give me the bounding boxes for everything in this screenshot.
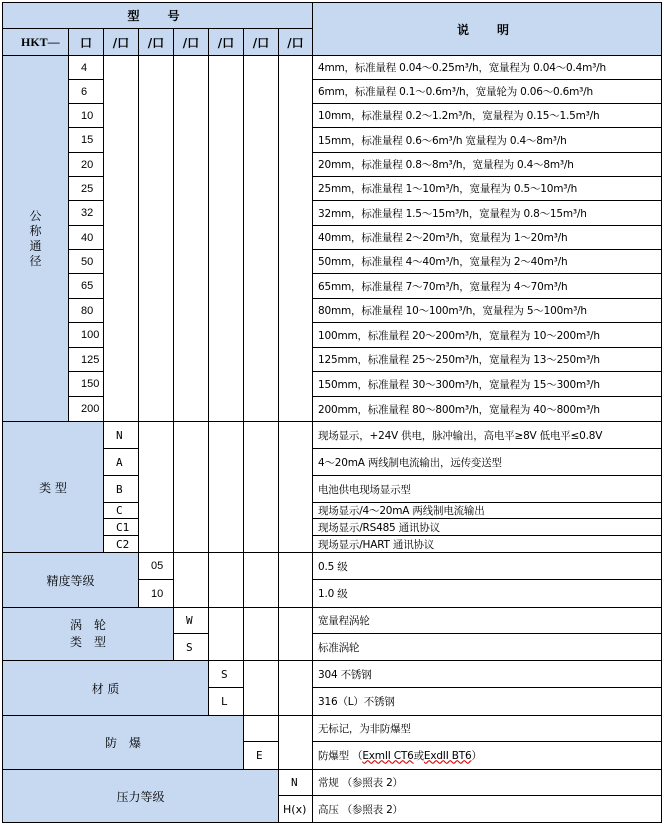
type-code: B: [103, 475, 139, 503]
accuracy-code: 10: [138, 579, 174, 608]
accuracy-code: 05: [138, 552, 174, 580]
placeholder-material: /口: [208, 28, 244, 56]
diameter-desc: 40mm，标准量程 2～20m³/h，宽量程为 1～20m³/h: [312, 225, 662, 250]
accuracy-filler: [243, 552, 279, 608]
model-header: 型 号: [2, 2, 313, 29]
nominal-diameter-char: 通: [29, 238, 42, 253]
diameter-desc: 150mm，标准量程 30～300m³/h，宽量程为 15～300m³/h: [312, 371, 662, 397]
diameter-desc: 10mm，标准量程 0.2～1.2m³/h，宽量程为 0.15～1.5m³/h: [312, 103, 662, 128]
diameter-code: 32: [68, 200, 104, 226]
placeholder-turbine: /口: [173, 28, 209, 56]
material-desc: 316（L）不锈钢: [312, 687, 662, 716]
explosion-code: [243, 715, 279, 742]
nominal-diameter-char: 径: [29, 253, 42, 268]
diameter-filler: [278, 55, 313, 422]
diameter-desc: 200mm，标准量程 80～800m³/h，宽量程为 40～800m³/h: [312, 396, 662, 422]
pressure-code: N: [278, 769, 313, 796]
type-desc: 现场显示/4～20mA 两线制电流输出: [312, 502, 662, 519]
explosion-desc-mid: 或: [413, 750, 424, 762]
type-code: C1: [103, 518, 139, 536]
explosion-label: 防 爆: [2, 715, 244, 770]
material-desc: 304 不锈钢: [312, 660, 662, 688]
diameter-code: 100: [68, 322, 104, 348]
diameter-filler: [173, 55, 209, 422]
diameter-code: 20: [68, 152, 104, 177]
diameter-code: 10: [68, 103, 104, 128]
model-prefix: HKT—: [2, 28, 69, 56]
explanation-header: 说 明: [312, 2, 662, 56]
pressure-label: 压力等级: [2, 769, 279, 823]
diameter-code: 15: [68, 127, 104, 153]
diameter-code: 4: [68, 55, 104, 80]
type-desc: 4～20mA 两线制电流输出，远传变送型: [312, 448, 662, 476]
diameter-code: 25: [68, 176, 104, 201]
diameter-desc: 80mm，标准量程 10～100m³/h，宽量程为 5～100m³/h: [312, 298, 662, 323]
diameter-code: 150: [68, 371, 104, 397]
accuracy-filler: [173, 552, 209, 608]
turbine-filler: [243, 607, 279, 661]
pressure-desc: 常规 （参照表 2）: [312, 769, 662, 796]
placeholder-type: /口: [103, 28, 139, 56]
diameter-code: 200: [68, 396, 104, 422]
pressure-desc: 高压 （参照表 2）: [312, 795, 662, 823]
material-label: 材 质: [2, 660, 209, 716]
diameter-desc: 50mm，标准量程 4～40m³/h，宽量程为 2～40m³/h: [312, 249, 662, 274]
type-desc: 现场显示/HART 通讯协议: [312, 535, 662, 553]
placeholder-pressure: /口: [278, 28, 313, 56]
accuracy-filler: [278, 552, 313, 608]
diameter-code: 40: [68, 225, 104, 250]
type-filler: [208, 421, 244, 553]
diameter-code: 125: [68, 347, 104, 372]
diameter-filler: [138, 55, 174, 422]
explosion-desc-suffix: ）: [471, 750, 482, 762]
diameter-desc: 6mm，标准量程 0.1～0.6m³/h，宽量轮为 0.06～0.6m³/h: [312, 79, 662, 104]
accuracy-label: 精度等级: [2, 552, 139, 608]
diameter-code: 65: [68, 273, 104, 299]
type-code: C2: [103, 535, 139, 553]
pressure-code: H(x): [278, 795, 313, 823]
nominal-diameter-label: [2, 55, 69, 422]
turbine-filler: [208, 607, 244, 661]
explosion-desc-prefix: 防爆型 （: [318, 750, 363, 762]
turbine-label: [2, 607, 174, 661]
diameter-desc: 15mm，标准量程 0.6～6m³/h 宽量程为 0.4～8m³/h: [312, 127, 662, 153]
explosion-code: E: [243, 741, 279, 770]
diameter-filler: [243, 55, 279, 422]
diameter-code: 6: [68, 79, 104, 104]
turbine-desc: 宽量程涡轮: [312, 607, 662, 634]
turbine-label-line1: 涡 轮: [69, 618, 106, 632]
diameter-desc: 65mm，标准量程 7～70m³/h，宽量程为 4～70m³/h: [312, 273, 662, 299]
accuracy-desc: 1.0 级: [312, 579, 662, 608]
type-filler: [138, 421, 174, 553]
type-code: C: [103, 502, 139, 519]
turbine-code: S: [173, 633, 209, 661]
material-filler: [278, 660, 313, 716]
type-code: N: [103, 421, 139, 449]
type-filler: [243, 421, 279, 553]
turbine-desc: 标准涡轮: [312, 633, 662, 661]
diameter-desc: 125mm，标准量程 25～250m³/h，宽量程为 13～250m³/h: [312, 347, 662, 372]
diameter-filler: [103, 55, 139, 422]
material-code: L: [208, 687, 244, 716]
type-label: 类 型: [2, 421, 104, 553]
explosion-filler: [278, 715, 313, 770]
diameter-filler: [208, 55, 244, 422]
explosion-desc: [312, 741, 662, 770]
diameter-desc: 32mm，标准量程 1.5～15m³/h，宽量程为 0.8～15m³/h: [312, 200, 662, 226]
diameter-code: 80: [68, 298, 104, 323]
diameter-desc: 20mm，标准量程 0.8～8m³/h，宽量程为 0.4～8m³/h: [312, 152, 662, 177]
diameter-desc: 25mm，标准量程 1～10m³/h，宽量程为 0.5～10m³/h: [312, 176, 662, 201]
explosion-mark-exd: ExdII BT6: [423, 749, 472, 762]
type-filler: [278, 421, 313, 553]
turbine-label-line2: 类 型: [69, 635, 106, 649]
diameter-desc: 4mm，标准量程 0.04～0.25m³/h，宽量程为 0.04～0.4m³/h: [312, 55, 662, 80]
diameter-code: 50: [68, 249, 104, 274]
diameter-desc: 100mm，标准量程 20～200m³/h，宽量程为 10～200m³/h: [312, 322, 662, 348]
material-filler: [243, 660, 279, 716]
placeholder-accuracy: /口: [138, 28, 174, 56]
type-desc: 电池供电现场显示型: [312, 475, 662, 503]
type-desc: 现场显示，+24V 供电，脉冲输出，高电平≥8V 低电平≤0.8V: [312, 421, 662, 449]
accuracy-filler: [208, 552, 244, 608]
accuracy-desc: 0.5 级: [312, 552, 662, 580]
explosion-mark-exm: ExmII CT6: [362, 749, 414, 762]
type-code: A: [103, 448, 139, 476]
explosion-desc: 无标记，为非防爆型: [312, 715, 662, 742]
material-code: S: [208, 660, 244, 688]
nominal-diameter-char: 公: [29, 208, 42, 223]
nominal-diameter-char: 称: [29, 223, 42, 238]
placeholder-diameter: 口: [68, 28, 104, 56]
type-desc: 现场显示/RS485 通讯协议: [312, 518, 662, 536]
type-filler: [173, 421, 209, 553]
turbine-code: W: [173, 607, 209, 634]
turbine-filler: [278, 607, 313, 661]
placeholder-explosion: /口: [243, 28, 279, 56]
